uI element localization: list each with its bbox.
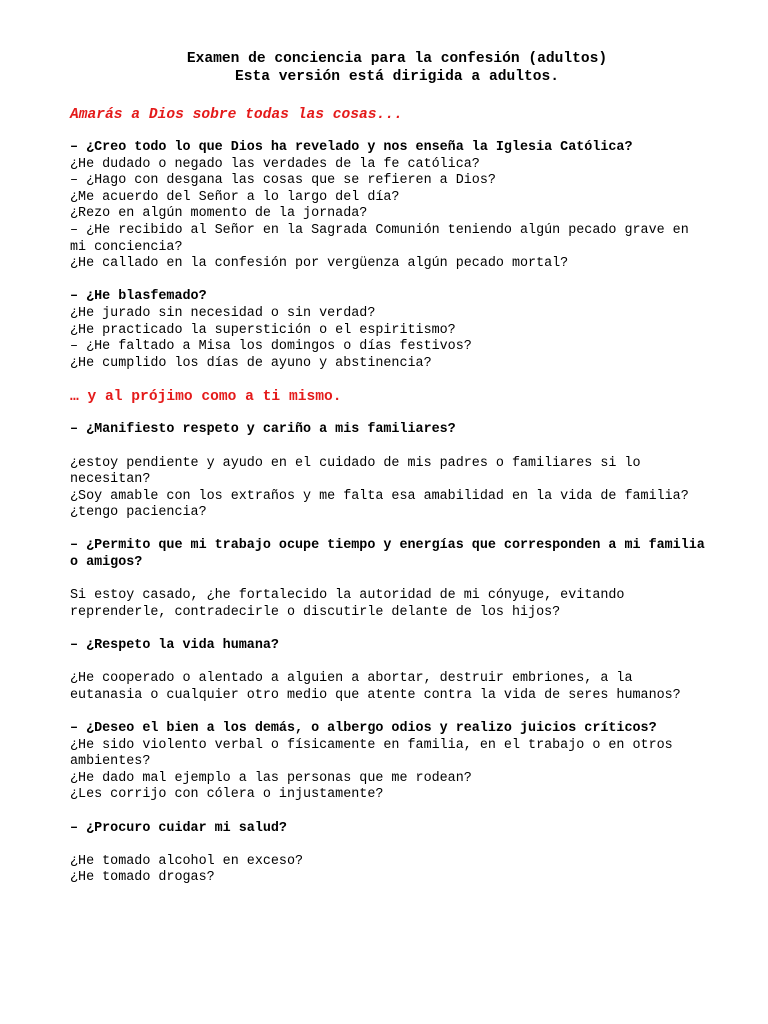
question: – ¿Respeto la vida humana? — [70, 638, 279, 654]
question: – ¿Manifiesto respeto y cariño a mis familiares? — [70, 422, 456, 438]
question: – ¿Creo todo lo que Dios ha revelado y nos enseña la Iglesia Católica? — [70, 140, 633, 155]
list-item: ¿He jurado sin necesidad o sin verdad? — [70, 305, 376, 321]
title-line-2: Esta versión está dirigida a adultos. — [234, 69, 560, 85]
list-item: ¿Me acuerdo del Señor a lo largo del día? — [70, 189, 400, 205]
list-item: ¿He cumplido los días de ayuno y abstinencia? — [70, 355, 432, 371]
list-item: ¿He sido violento verbal o físicamente en familia, en el trabajo o en otros ambientes? — [70, 737, 681, 770]
section-heading-love-god: Amarás a Dios sobre todas las cosas... — [70, 107, 403, 123]
question-block — [70, 140, 710, 273]
list-item: – ¿Hago con desgana las cosas que se refieren a Dios? — [70, 173, 496, 189]
list-item: ¿He callado en la confesión por vergüenza algún pecado mortal? — [70, 256, 569, 272]
question: – ¿Deseo el bien a los demás, o albergo odios y realizo juicios críticos? — [70, 721, 657, 736]
list-item: ¿Rezo en algún momento de la jornada? — [70, 206, 368, 222]
list-item: ¿He dudado o negado las verdades de la fe católica? — [70, 156, 480, 172]
title-line-1: Examen de conciencia para la confesión (adultos) — [186, 51, 608, 67]
list-item: ¿Les corrijo con cólera o injustamente? — [70, 787, 384, 803]
question-block — [70, 821, 710, 887]
question-block — [70, 538, 713, 621]
question-block — [70, 638, 710, 704]
list-item: Si estoy casado, ¿he fortalecido la autoridad de mi cónyuge, evitando reprenderle, contradecirle o discutirle delante de los hijos? — [70, 588, 633, 620]
question-block — [70, 289, 710, 372]
list-item: – ¿He faltado a Misa los domingos o días festivos? — [70, 339, 472, 355]
question-block — [70, 721, 710, 804]
question: – ¿Permito que mi trabajo ocupe tiempo y energías que corresponden a mi familia o amigos? — [70, 538, 713, 571]
list-item: ¿tengo paciencia? — [70, 505, 207, 521]
list-item: ¿Soy amable con los extraños y me falta esa amabilidad en la vida de familia? — [70, 488, 689, 504]
list-item: ¿He tomado alcohol en exceso? — [70, 853, 304, 869]
question-block — [70, 422, 710, 522]
document-page — [70, 50, 713, 887]
question: – ¿Procuro cuidar mi salud? — [70, 820, 287, 836]
list-item: ¿estoy pendiente y ayudo en el cuidado de mis padres o familiares si lo necesitan? — [70, 455, 649, 488]
list-item: ¿He dado mal ejemplo a las personas que me rodean? — [70, 770, 472, 786]
list-item: ¿He practicado la superstición o el espiritismo? — [70, 322, 456, 338]
question: – ¿He blasfemado? — [70, 289, 207, 305]
document-title — [84, 50, 710, 86]
list-item: – ¿He recibido al Señor en la Sagrada Comunión teniendo algún pecado grave en mi conciencia? — [70, 222, 697, 255]
section-heading-love-neighbor: … y al prójimo como a ti mismo. — [70, 389, 342, 406]
list-item: ¿He cooperado o alentado a alguien a abortar, destruir embriones, a la eutanasia o cualquier otro medio que atente contra la vida de seres humanos? — [70, 671, 681, 703]
list-item: ¿He tomado drogas? — [70, 870, 215, 886]
